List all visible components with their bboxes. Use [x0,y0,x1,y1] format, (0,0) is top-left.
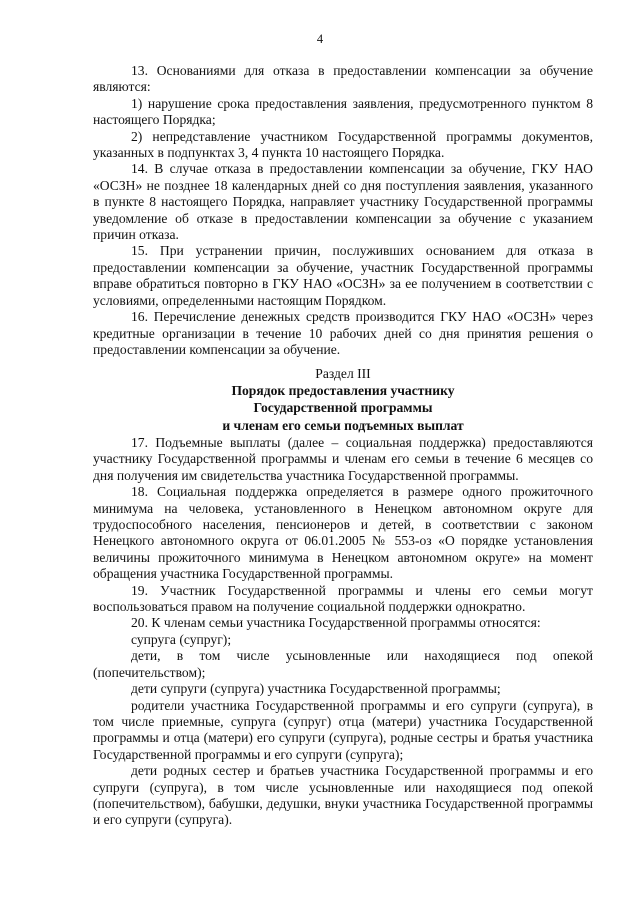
paragraph-16: 16. Перечисление денежных средств производится ГКУ НАО «ОСЗН» через кредитные организации в течение 10 рабочих дней со дня принятия решения о предоставлении компенсации за обучение. [93,309,593,357]
paragraph-17: 17. Подъемные выплаты (далее – социальная поддержка) предоставляются участнику Государственной программы и членам его семьи в течение 6 месяцев со дня получения им свидетельства участника Государственной программы. [93,435,593,483]
family-member-parents-siblings: родители участника Государственной программы и его супруги (супруга), в том числе приемные, супруга (супруг) отца (матери) участника Государственной программы и отца (матери) его супруги (супруга), родные сестры и братья участника Государственной программы и его супруги (супруга); [93,697,593,762]
section-heading [93,365,593,434]
paragraph-13: 13. Основаниями для отказа в предоставлении компенсации за обучение являются: [93,63,593,95]
section-title-line-3: и членам его семьи подъемных выплат [222,417,464,433]
paragraphs-bottom [93,435,593,829]
section-label: Раздел III [315,366,371,381]
section-title-line-1: Порядок предоставления участнику [231,383,455,399]
paragraph-18: 18. Социальная поддержка определяется в размере одного прожиточного минимума на человека, установленного в Ненецком автономном округе для трудоспособного населения, пенсионеров и детей, в соответствии с законом Ненецкого автономного округа от 06.01.2005 № 553-оз «О порядке установления величины прожиточного минимума в Ненецком автономном округе» на момент обращения участника Государственной программы. [93,484,593,582]
section-title-line-2: Государственной программы [253,400,433,416]
family-member-spouse: супруга (супруг); [131,631,232,647]
paragraph-15: 15. При устранении причин, послуживших основанием для отказа в предоставлении компенсации за обучение, участник Государственной программы вправе обратиться повторно в ГКУ НАО «ОСЗН» за ее получением в соответствии с условиями, определенными настоящим Порядком. [93,243,593,308]
page-number: 4 [316,32,324,46]
paragraph-19: 19. Участник Государственной программы и члены его семьи могут воспользоваться правом на получение социальной поддержки однократно. [93,582,593,615]
paragraph-20: 20. К членам семьи участника Государственной программы относятся: [131,615,541,631]
paragraphs-top [93,63,593,358]
family-member-children: дети, в том числе усыновленные или находящиеся под опекой (попечительством); [93,648,593,680]
family-member-relatives: дети родных сестер и братьев участника Государственной программы и его супруги (супруга), в том числе усыновленные или находящиеся под опекой (попечительством), бабушки, дедушки, внуки участника Государственной программы и его супруги (супруга). [93,763,593,828]
paragraph-14: 14. В случае отказа в предоставлении компенсации за обучение, ГКУ НАО «ОСЗН» не позднее 18 календарных дней со дня поступления заявления, указанного в пункте 8 настоящего Порядка, направляет участнику Государственной программы уведомление об отказе в предоставлении компенсации за обучение с указанием причин отказа. [93,161,593,243]
paragraph-13-item-2: 2) непредставление участником Государственной программы документов, указанных в подпунктах 3, 4 пункта 10 настоящего Порядка. [93,128,593,161]
family-member-spouse-children: дети супруги (супруга) участника Государственной программы; [131,681,501,697]
paragraph-13-item-1: 1) нарушение срока предоставления заявления, предусмотренного пунктом 8 настоящего Порядка; [93,95,593,128]
